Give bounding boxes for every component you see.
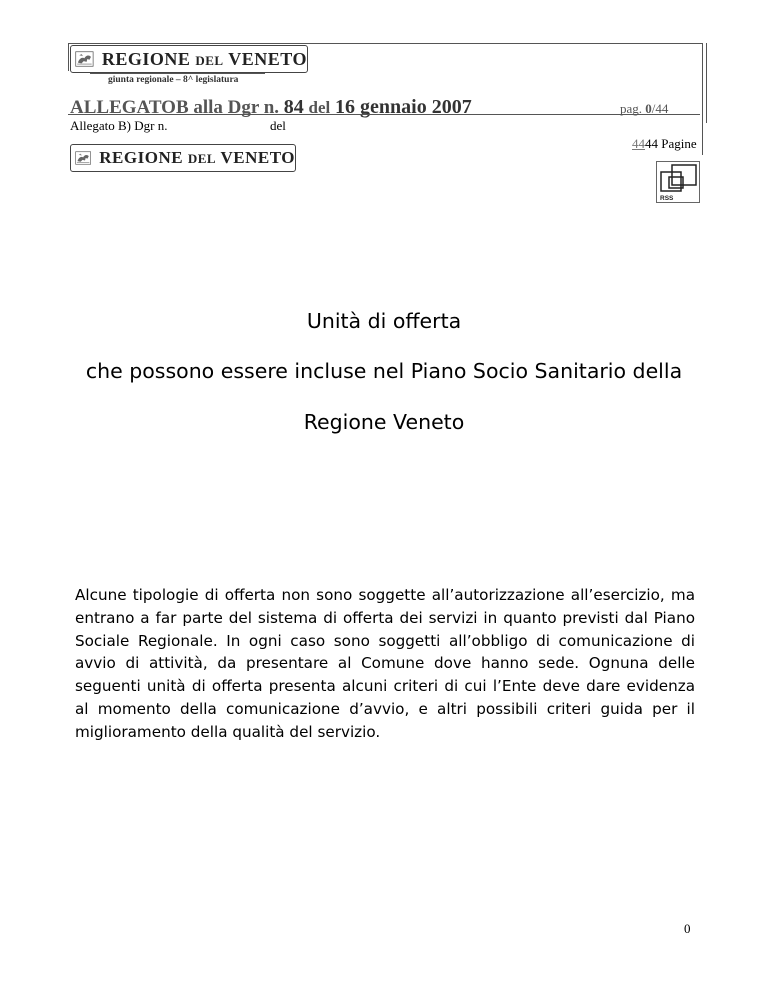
lion-emblem-icon: [75, 147, 91, 169]
logo-word-del: DEL: [195, 52, 224, 68]
lion-emblem-icon: [75, 48, 94, 70]
allegato-del: del: [308, 98, 331, 117]
regione-veneto-logo: [70, 45, 308, 73]
pagine-old: 44: [632, 136, 645, 151]
rss-logo-icon: [656, 161, 700, 203]
logo-word-veneto: VENETO: [228, 48, 307, 69]
pagine-count: [632, 136, 697, 152]
header-frame-top: [68, 43, 702, 44]
pag-current: 0: [645, 101, 652, 116]
pag-label: pag.: [620, 101, 643, 116]
pag-total: /44: [651, 101, 669, 116]
logo2-word-veneto: VENETO: [220, 148, 295, 167]
title-line-2: che possono essere incluse nel Piano Socio Sanitario della: [85, 359, 683, 383]
logo-word-regione: REGIONE: [101, 48, 191, 69]
logo2-word-regione: REGIONE: [99, 148, 184, 167]
dgr-date: 16 gennaio 2007: [335, 96, 472, 118]
header-frame-right: [702, 43, 703, 155]
dgr-number: 84: [283, 96, 304, 118]
regione-veneto-logo-2: [70, 144, 296, 172]
logo2-word-del: DEL: [187, 151, 217, 166]
allegato-b-label: Allegato B) Dgr n.: [70, 118, 168, 133]
title-line-1: Unità di offerta: [306, 309, 462, 333]
rss-label: RSS: [660, 195, 674, 202]
allegato-heading: [70, 96, 472, 119]
header-frame-right-outer: [706, 43, 707, 123]
title-line-3: Regione Veneto: [303, 410, 465, 434]
pagine-label: Pagine: [661, 136, 697, 151]
allegato-title: ALLEGATOB alla Dgr n.: [70, 97, 280, 118]
giunta-label: giunta regionale – 8^ legislatura: [108, 75, 239, 85]
body-paragraph: Alcune tipologie di offerta non sono soggette all’autorizzazione all’esercizio, ma entrano a far parte del sistema di offerta dei servizi in quanto previsti dal Piano Sociale Regionale. In ogni caso sono soggetti all’obbligo di comunicazione di avvio di attività, da presentare al Comune dove hanno sede. Ognuna delle seguenti unità di offerta presenta alcuni criteri di cui l’Ente deve dare evidenza al momento della comunicazione d’avvio, e altri possibili criteri guida per il miglioramento della qualità del servizio.: [75, 586, 695, 741]
allegato-underline: [68, 114, 700, 115]
pagine-new: 44: [645, 136, 658, 151]
giunta-underline: [90, 73, 265, 74]
header-frame-left: [68, 43, 69, 71]
del-label: del: [270, 118, 286, 133]
page-number: 0: [684, 921, 691, 936]
